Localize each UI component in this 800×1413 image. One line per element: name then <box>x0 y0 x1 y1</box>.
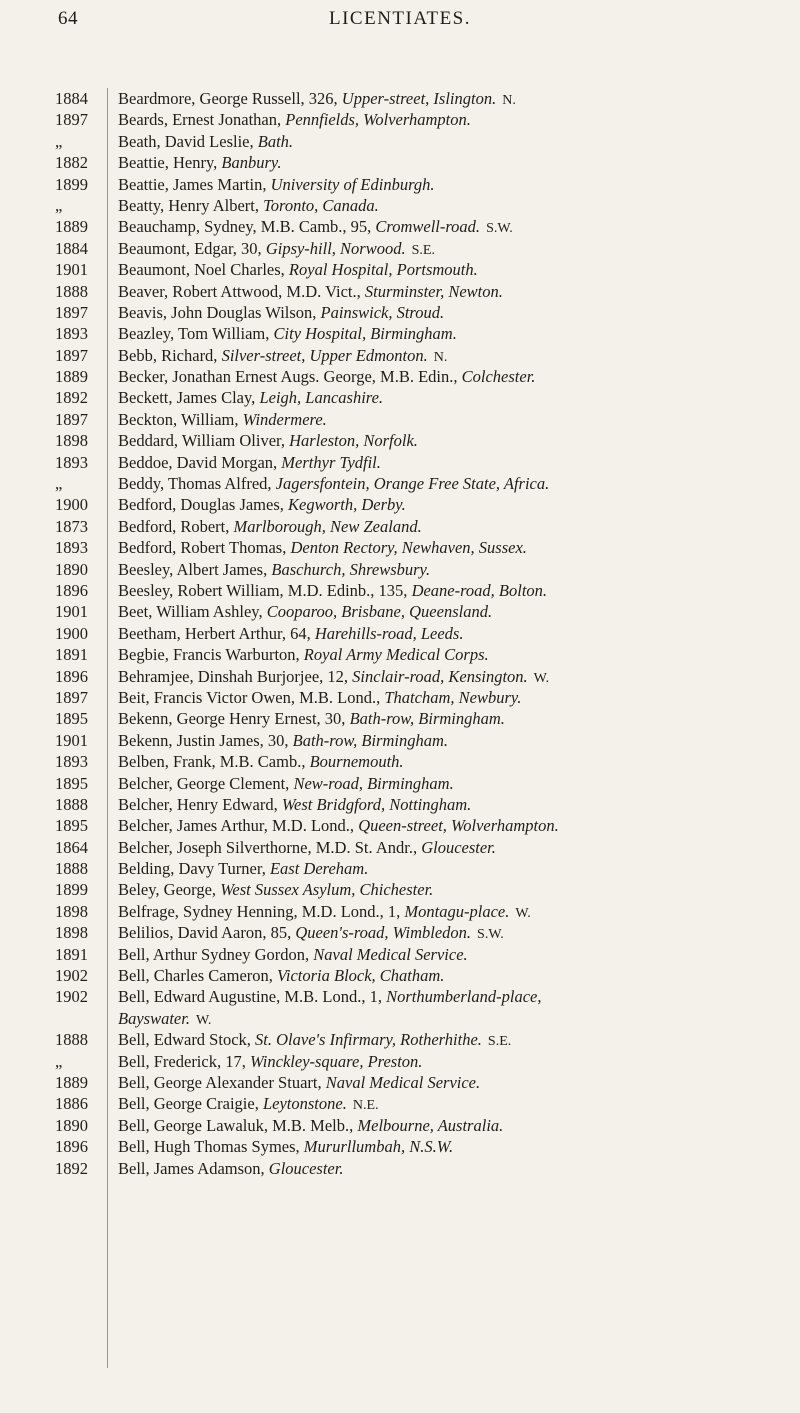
list-item <box>0 1115 800 1136</box>
entry-year: 1889 <box>55 367 88 387</box>
entry-year: 1900 <box>55 623 88 643</box>
entry-year: 1898 <box>55 901 88 921</box>
entry-name: Bell, George Lawaluk, M.B. Melb., <box>118 1115 358 1135</box>
list-item <box>0 281 800 302</box>
entry-name: Bedford, Robert Thomas, <box>118 538 291 558</box>
entry-year: 1896 <box>55 666 88 686</box>
entry-address: Sinclair-road, Kensington. <box>352 666 528 686</box>
entry-text <box>118 944 768 965</box>
entry-year: 1884 <box>55 238 88 258</box>
entry-year: 1902 <box>55 987 88 1007</box>
entry-name: Belcher, George Clement, <box>118 773 294 793</box>
entry-year: 1888 <box>55 281 88 301</box>
entry-year: 1882 <box>55 153 88 173</box>
entry-text <box>118 922 768 945</box>
list-item <box>0 559 800 580</box>
entry-name: Bedford, Robert, <box>118 516 234 536</box>
entry-address: Naval Medical Service. <box>325 1072 481 1092</box>
entry-year: 1890 <box>55 559 88 579</box>
entry-name: Beckett, James Clay, <box>118 388 260 408</box>
list-item <box>0 1093 800 1114</box>
entry-year: 1899 <box>55 880 88 900</box>
entry-address: Colchester. <box>461 367 536 387</box>
entry-text <box>118 131 768 152</box>
entry-address-continued: Bayswater. <box>118 1008 190 1028</box>
entry-postal-district: S.W. <box>477 927 504 943</box>
entry-address: Montagu-place. <box>404 901 510 921</box>
entry-year: 1864 <box>55 837 88 857</box>
entry-address: Harehills-road, Leeds. <box>314 623 464 643</box>
entry-year: 1901 <box>55 730 88 750</box>
entry-text <box>118 644 768 665</box>
entry-text <box>118 109 768 130</box>
entry-text <box>118 516 768 537</box>
entry-name: Beley, George, <box>118 880 221 900</box>
entry-name: Belcher, Joseph Silverthorne, M.D. St. Andr., <box>118 837 422 857</box>
list-item <box>0 537 800 558</box>
list-item <box>0 580 800 601</box>
entry-address: Merthyr Tydfil. <box>281 452 381 472</box>
entry-name: Beckton, William, <box>118 409 243 429</box>
entry-text <box>118 216 768 239</box>
list-item <box>0 837 800 858</box>
entry-name: Belding, Davy Turner, <box>118 859 270 879</box>
entry-text <box>118 174 768 195</box>
entry-text <box>118 1072 768 1093</box>
entry-address: Silver-street, Upper Edmonton. <box>221 345 428 365</box>
entry-year: 1898 <box>55 923 88 943</box>
entry-text <box>118 1136 768 1157</box>
entry-year: 1891 <box>55 944 88 964</box>
entry-address: Kegworth, Derby. <box>288 495 406 515</box>
entry-address: Bath. <box>257 131 294 151</box>
entry-year: „ <box>55 1051 63 1071</box>
list-item <box>0 259 800 280</box>
entry-text <box>118 494 768 515</box>
entry-year: 1897 <box>55 409 88 429</box>
entry-address: Cromwell-road. <box>375 217 481 237</box>
list-item <box>0 687 800 708</box>
list-item <box>0 1158 800 1179</box>
entry-name: Beavis, John Douglas Wilson, <box>118 302 321 322</box>
entry-name: Beaver, Robert Attwood, M.D. Vict., <box>118 281 365 301</box>
entry-name: Beddy, Thomas Alfred, <box>118 474 276 494</box>
entry-year: 1889 <box>55 217 88 237</box>
list-item <box>0 1136 800 1157</box>
entry-name: Bedford, Douglas James, <box>118 495 289 515</box>
entry-address: West Sussex Asylum, Chichester. <box>220 880 434 900</box>
entry-text <box>118 152 768 173</box>
entry-year: „ <box>55 195 63 215</box>
entry-name: Beazley, Tom William, <box>118 324 274 344</box>
entry-text <box>118 1051 768 1072</box>
entry-address: City Hospital, Birmingham. <box>273 324 457 344</box>
entry-name: Beattie, James Martin, <box>118 174 271 194</box>
entry-address: University of Edinburgh. <box>270 174 435 194</box>
entry-text <box>118 195 768 216</box>
list-item <box>0 494 800 515</box>
entry-address: Upper-street, Islington. <box>341 89 497 108</box>
entry-name: Bell, George Craigie, <box>118 1094 263 1114</box>
entry-address: New-road, Birmingham. <box>293 773 454 793</box>
list-item <box>0 88 800 109</box>
entry-text <box>118 773 768 794</box>
list-item <box>0 387 800 408</box>
entry-name: Belben, Frank, M.B. Camb., <box>118 752 310 772</box>
list-item <box>0 815 800 836</box>
entry-year: 1901 <box>55 602 88 622</box>
list-item <box>0 430 800 451</box>
entry-year: 1873 <box>55 516 88 536</box>
entry-text <box>118 559 768 580</box>
entry-postal-district: N. <box>502 93 516 108</box>
entry-text <box>118 259 768 280</box>
entry-name: Becker, Jonathan Ernest Augs. George, M.B. Edin., <box>118 367 462 387</box>
entry-name: Beath, David Leslie, <box>118 131 258 151</box>
entry-text <box>118 1115 768 1136</box>
list-item <box>0 302 800 323</box>
entry-text <box>118 815 768 836</box>
list-item <box>0 195 800 216</box>
entry-address: Gloucester. <box>421 837 496 857</box>
entry-text <box>118 730 768 751</box>
entry-postal-district: S.W. <box>486 221 513 237</box>
entry-year: 1888 <box>55 859 88 879</box>
entry-year: 1897 <box>55 110 88 130</box>
entry-year: 1896 <box>55 1137 88 1157</box>
entry-address: Queen's-road, Wimbledon. <box>295 923 472 943</box>
entry-postal-district: W. <box>533 670 550 686</box>
entry-year: 1895 <box>55 773 88 793</box>
entry-address: West Bridgford, Nottingham. <box>281 794 472 814</box>
list-item <box>0 601 800 622</box>
entry-name: Bell, Edward Augustine, M.B. Lond., 1, <box>118 987 387 1007</box>
entry-name: Beet, William Ashley, <box>118 602 267 622</box>
entry-postal-district: S.E. <box>487 1034 512 1050</box>
entry-address: Baschurch, Shrewsbury. <box>271 559 431 579</box>
entry-address: Victoria Block, Chatham. <box>277 966 445 986</box>
list-item <box>0 623 800 644</box>
entry-year: 1892 <box>55 388 88 408</box>
entry-text <box>118 986 768 1029</box>
entry-text <box>118 708 768 729</box>
entry-address: Bournemouth. <box>309 752 404 772</box>
list-item <box>0 1029 800 1050</box>
entry-year: 1901 <box>55 260 88 280</box>
entry-address: Northumberland-place, <box>386 987 542 1007</box>
entry-text <box>118 88 768 111</box>
list-item <box>0 751 800 772</box>
entry-address: Mururllumbah, N.S.W. <box>303 1137 454 1157</box>
entry-text <box>118 837 768 858</box>
list-item <box>0 516 800 537</box>
entry-text <box>118 452 768 473</box>
entry-text <box>118 537 768 558</box>
entry-text <box>118 387 768 408</box>
list-item <box>0 238 800 259</box>
licentiate-list <box>0 88 800 1179</box>
entry-text <box>118 1093 768 1116</box>
entry-address: Thatcham, Newbury. <box>384 687 522 707</box>
entry-address: Windermere. <box>242 409 327 429</box>
entry-address: Painswick, Stroud. <box>320 302 445 322</box>
entry-year: „ <box>55 131 63 151</box>
list-item <box>0 345 800 366</box>
entry-text <box>118 879 768 900</box>
page-number: 64 <box>58 8 78 29</box>
entry-text <box>118 901 768 924</box>
list-item <box>0 1072 800 1093</box>
list-item <box>0 922 800 943</box>
entry-name: Belcher, James Arthur, M.D. Lond., <box>118 816 359 836</box>
entry-name: Bell, George Alexander Stuart, <box>118 1072 326 1092</box>
entry-address: Royal Hospital, Portsmouth. <box>288 260 478 280</box>
entry-address: Denton Rectory, Newhaven, Sussex. <box>290 538 527 558</box>
entry-name: Bebb, Richard, <box>118 345 222 365</box>
entry-name: Beddard, William Oliver, <box>118 431 290 451</box>
entry-name: Bell, Edward Stock, <box>118 1030 256 1050</box>
entry-year: 1895 <box>55 709 88 729</box>
entry-text <box>118 238 768 261</box>
entry-name: Beesley, Robert William, M.D. Edinb., 135, <box>118 580 412 600</box>
list-item <box>0 174 800 195</box>
entry-year: 1884 <box>55 89 88 108</box>
entry-address: Jagersfontein, Orange Free State, Africa. <box>275 474 550 494</box>
list-item <box>0 216 800 237</box>
entry-name: Belfrage, Sydney Henning, M.D. Lond., 1, <box>118 901 405 921</box>
entry-year: 1897 <box>55 345 88 365</box>
entry-text <box>118 345 768 368</box>
entry-address: Deane-road, Bolton. <box>411 580 548 600</box>
list-item <box>0 1051 800 1072</box>
entry-year: 1888 <box>55 1030 88 1050</box>
list-item <box>0 452 800 473</box>
list-item <box>0 109 800 130</box>
entry-address: Leytonstone. <box>262 1094 347 1114</box>
entry-year: 1893 <box>55 538 88 558</box>
entry-address: Gloucester. <box>268 1158 344 1178</box>
entry-address: Sturminster, Newton. <box>364 281 503 301</box>
list-item <box>0 879 800 900</box>
entry-name: Bekenn, Justin James, 30, <box>118 730 293 750</box>
entry-text <box>118 1029 768 1052</box>
entry-text <box>118 858 768 879</box>
entry-text <box>118 601 768 622</box>
entry-name: Belcher, Henry Edward, <box>118 794 282 814</box>
entry-postal-district: W. <box>515 905 531 921</box>
entry-address: Cooparoo, Brisbane, Queensland. <box>266 602 493 622</box>
entry-text <box>118 430 768 451</box>
entry-text <box>118 580 768 601</box>
entry-name: Beesley, Albert James, <box>118 559 272 579</box>
list-item <box>0 965 800 986</box>
entry-text <box>118 687 768 708</box>
entry-address: Bath-row, Birmingham. <box>349 709 505 729</box>
entry-year: 1900 <box>55 495 88 515</box>
entry-name: Begbie, Francis Warburton, <box>118 645 304 665</box>
entry-postal-district: N. <box>433 349 448 365</box>
entry-address: Queen-street, Wolverhampton. <box>358 816 559 836</box>
entry-year: 1888 <box>55 794 88 814</box>
entry-year: 1902 <box>55 966 88 986</box>
entry-text <box>118 366 768 387</box>
entry-address: Toronto, Canada. <box>263 195 379 215</box>
entry-text <box>118 666 768 689</box>
entry-text <box>118 623 768 644</box>
entry-year: 1893 <box>55 752 88 772</box>
list-item <box>0 366 800 387</box>
entry-year: „ <box>55 474 63 494</box>
list-item <box>0 666 800 687</box>
entry-text <box>118 302 768 323</box>
entry-name: Beatty, Henry Albert, <box>118 195 264 215</box>
entry-postal-district: W. <box>195 1012 212 1028</box>
list-item <box>0 858 800 879</box>
entry-name: Bell, Arthur Sydney Gordon, <box>118 944 314 964</box>
entry-name: Bell, Frederick, 17, <box>118 1051 250 1071</box>
entry-text <box>118 281 768 302</box>
entry-year: 1886 <box>55 1094 88 1114</box>
entry-address: Melbourne, Australia. <box>357 1115 504 1135</box>
entry-text <box>118 965 768 986</box>
list-item <box>0 152 800 173</box>
list-item <box>0 708 800 729</box>
entry-text <box>118 1158 768 1179</box>
list-item <box>0 901 800 922</box>
entry-year: 1899 <box>55 174 88 194</box>
entry-year: 1893 <box>55 324 88 344</box>
entry-address: Royal Army Medical Corps. <box>303 645 489 665</box>
entry-postal-district: N.E. <box>352 1098 379 1114</box>
entry-address: Banbury. <box>221 153 282 173</box>
entry-name: Beattie, Henry, <box>118 153 222 173</box>
entry-name: Bell, Charles Cameron, <box>118 966 278 986</box>
entry-address: Naval Medical Service. <box>313 944 468 964</box>
entry-name: Bell, Hugh Thomas Symes, <box>118 1137 304 1157</box>
entry-name: Beit, Francis Victor Owen, M.B. Lond., <box>118 687 385 707</box>
list-item <box>0 131 800 152</box>
entry-name: Beauchamp, Sydney, M.B. Camb., 95, <box>118 217 376 237</box>
entry-address: Bath-row, Birmingham. <box>292 730 448 750</box>
entry-name: Beddoe, David Morgan, <box>118 452 282 472</box>
entry-address: Pennfields, Wolverhampton. <box>285 110 471 130</box>
entry-year: 1891 <box>55 645 88 665</box>
entry-name: Behramjee, Dinshah Burjorjee, 12, <box>118 666 353 686</box>
entry-year: 1898 <box>55 431 88 451</box>
list-item <box>0 730 800 751</box>
entry-name: Beaumont, Edgar, 30, <box>118 238 266 258</box>
list-item <box>0 644 800 665</box>
list-item <box>0 773 800 794</box>
entry-address: Winckley-square, Preston. <box>249 1051 423 1071</box>
running-head: LICENTIATES. <box>328 8 471 29</box>
entry-year: 1890 <box>55 1115 88 1135</box>
entry-year: 1896 <box>55 580 88 600</box>
entry-name: Beards, Ernest Jonathan, <box>118 110 286 130</box>
entry-text <box>118 323 768 344</box>
entry-name: Beaumont, Noel Charles, <box>118 260 289 280</box>
entry-name: Bekenn, George Henry Ernest, 30, <box>118 709 350 729</box>
entry-text <box>118 794 768 815</box>
entry-year: 1897 <box>55 687 88 707</box>
list-item <box>0 986 800 1029</box>
entry-name: Bell, James Adamson, <box>118 1158 269 1178</box>
entry-year: 1897 <box>55 302 88 322</box>
entry-text <box>118 473 768 494</box>
list-item <box>0 794 800 815</box>
entry-year: 1893 <box>55 452 88 472</box>
entry-name: Beardmore, George Russell, 326, <box>118 89 342 108</box>
entry-address: Marlborough, New Zealand. <box>233 516 422 536</box>
entry-address: Gipsy-hill, Norwood. <box>265 238 406 258</box>
entry-address: Leigh, Lancashire. <box>259 388 384 408</box>
entry-postal-district: S.E. <box>411 242 435 258</box>
entry-name: Belilios, David Aaron, 85, <box>118 923 296 943</box>
entry-address: St. Olave's Infirmary, Rotherhithe. <box>255 1030 482 1050</box>
entry-year: 1892 <box>55 1158 88 1178</box>
entry-address: East Dereham. <box>269 859 369 879</box>
entry-name: Beetham, Herbert Arthur, 64, <box>118 623 315 643</box>
list-item <box>0 944 800 965</box>
entry-text <box>118 751 768 772</box>
entry-address: Harleston, Norfolk. <box>289 431 418 451</box>
list-item <box>0 409 800 430</box>
entry-text <box>118 409 768 430</box>
entry-year: 1895 <box>55 816 88 836</box>
list-item <box>0 473 800 494</box>
entry-year: 1889 <box>55 1072 88 1092</box>
list-item <box>0 323 800 344</box>
